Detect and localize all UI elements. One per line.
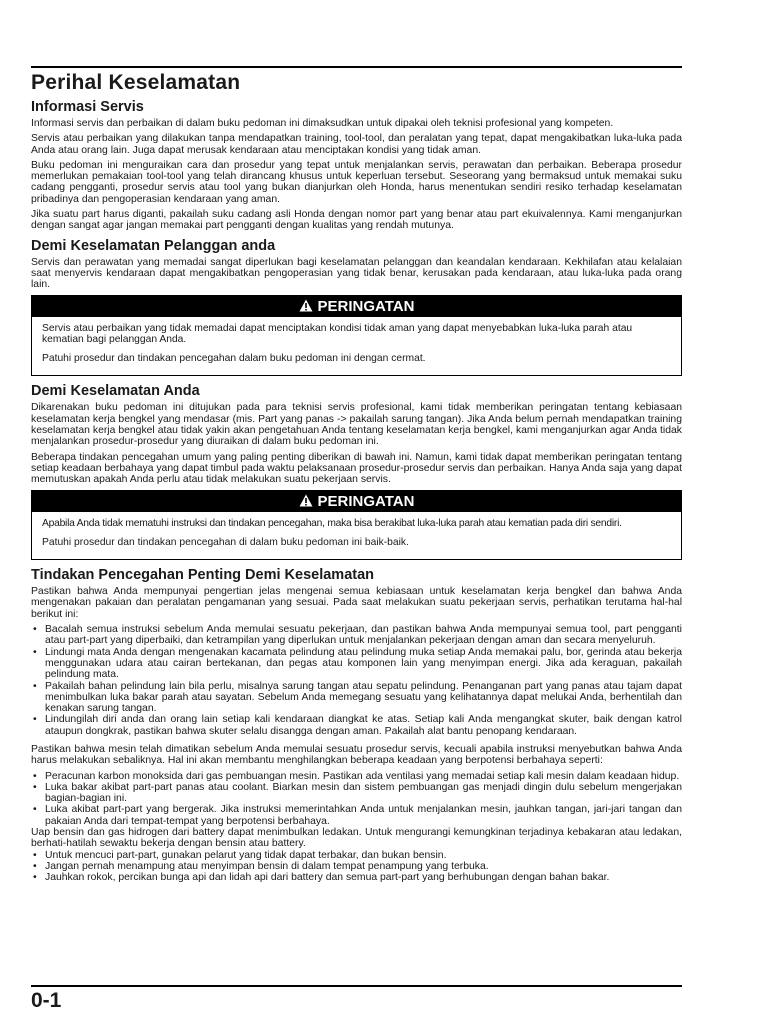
section-heading-your-safety: Demi Keselamatan Anda	[31, 383, 200, 400]
paragraph: Pastikan bahwa mesin telah dimatikan sebelum Anda memulai sesuatu prosedur servis, kecuali apabila instruksi menyebutkan bahwa Anda harus melakukan sebaliknya. Hal ini akan membantu menghilangkan beberapa keadaan yang berpotensi berbahaya seperti:	[31, 743, 682, 767]
warning-label: PERINGATAN	[317, 297, 415, 315]
bullet-list	[31, 850, 682, 884]
list-item: • Luka akibat part-part yang bergerak. Jika instruksi memerintahkan Anda untuk menjalankan mesin, jauhkan tangan, jari-jari tangan dan pakaian Anda dari tempat-tempat yang berpotensi berbahaya.	[31, 804, 682, 827]
paragraph: Informasi servis dan perbaikan di dalam buku pedoman ini dimaksudkan untuk dipakai oleh teknisi profesional yang kompeten.	[31, 118, 614, 129]
list-item: • Jangan pernah menampung atau menyimpan bensin di dalam tempat penampung yang terbuka.	[31, 861, 682, 872]
section-heading-service-info: Informasi Servis	[31, 99, 144, 115]
warning-header	[32, 296, 681, 317]
page-footer	[31, 985, 682, 1013]
warning-text: Apabila Anda tidak mematuhi instruksi dan tindakan pencegahan, maka bisa berakibat luka-luka parah atau kematian pada diri sendiri.	[42, 517, 622, 529]
warning-box	[31, 490, 682, 561]
paragraph: Beberapa tindakan pencegahan umum yang paling penting diberikan di bawah ini. Namun, kami tidak dapat memberikan peringatan tentang setiap keadaan berbahaya yang dapat timbul pada waktu pelaksanaan prosedur-prosedur servis dan perbaikan. Hanya Anda saja yang dapat memutuskan apakah Anda perlu atau tidak melakukan suatu pekerjaan servis.	[31, 451, 683, 486]
warning-body	[32, 512, 681, 560]
warning-triangle-icon	[299, 296, 313, 316]
section-heading-customer-safety: Demi Keselamatan Pelanggan anda	[31, 237, 276, 254]
list-item: • Lindungilah diri anda dan orang lain setiap kali kendaraan diangkat ke atas. Setiap kali Anda mengangkat skuter, baik dengan katrol ataupun dongkrak, pastikan bahwa skuter selalu disangga dengan aman. Pakailah alat bantu penopang kendaraan.	[31, 714, 682, 737]
warning-label: PERINGATAN	[317, 492, 415, 510]
bottom-rule	[31, 985, 682, 987]
bullet-list	[31, 771, 682, 827]
warning-box	[31, 295, 682, 377]
paragraph: Pastikan bahwa Anda mempunyai pengertian jelas mengenai semua kebiasaan untuk keselamatan kerja bengkel dan bahwa Anda mengenakan pakaian dan peralatan pengamanan yang sesuai. Pada saat melakukan suatu pekerjaan servis, perhatikan terutama hal-hal berikut ini:	[31, 586, 682, 620]
warning-triangle-icon	[299, 491, 313, 511]
page-content	[31, 66, 682, 888]
list-item: • Pakailah bahan pelindung lain bila perlu, misalnya sarung tangan atau sepatu pelindung. Penanganan part yang panas atau tajam dapat menimbulkan luka bakar parah atau sayatan. Sebelum Anda memegang sesuatu yang kelihatannya dapat melukai Anda, berhentilah dan kenakan sarung tangan.	[31, 681, 682, 715]
top-rule	[31, 66, 682, 68]
page-number: 0-1	[31, 989, 62, 1012]
paragraph: Jika suatu part harus diganti, pakailah suku cadang asli Honda dengan nomor part yang benar atau part ekuivalennya. Kami menganjurkan dengan sangat agar jangan memakai part pengganti dengan kualitas yang rendah mutunya.	[31, 209, 682, 232]
warning-text: Patuhi prosedur dan tindakan pencegahan dalam buku pedoman ini dengan cermat.	[42, 353, 426, 365]
bullet-list	[31, 624, 682, 737]
list-item: • Untuk mencuci part-part, gunakan pelarut yang tidak dapat terbakar, dan bukan bensin.	[31, 850, 682, 861]
warning-header	[32, 491, 681, 512]
page-title: Perihal Keselamatan	[31, 71, 241, 94]
warning-body	[32, 317, 681, 376]
list-item: • Jauhkan rokok, percikan bunga api dan lidah api dari battery dan semua part-part yang berhubungan dengan bahan bakar.	[31, 872, 682, 883]
section-heading-precautions: Tindakan Pencegahan Penting Demi Keselamatan	[31, 567, 375, 584]
list-item: • Bacalah semua instruksi sebelum Anda memulai sesuatu pekerjaan, dan pastikan bahwa Anda mempunyai semua tool, part pengganti atau part-part yang diperbaiki, dan ketrampilan yang diperlukan untuk menjalankan pekerjaan dengan aman dan secara menyeluruh.	[31, 624, 682, 647]
paragraph: Servis dan perawatan yang memadai sangat diperlukan bagi keselamatan pelanggan dan keandalan kendaraan. Kekhilafan atau kelalaian saat menyervis kendaraan dapat mengakibatkan pengoperasian yang tidak benar, kerusakan pada kendaraan, atau luka-luka pada orang lain.	[31, 256, 682, 291]
list-item: • Luka bakar akibat part-part panas atau coolant. Biarkan mesin dan sistem pembuangan gas menjadi dingin dulu sebelum mengerjakan bagian-bagian ini.	[31, 782, 682, 805]
warning-text: Patuhi prosedur dan tindakan pencegahan di dalam buku pedoman ini baik-baik.	[42, 536, 409, 548]
list-item: • Lindungi mata Anda dengan mengenakan kacamata pelindung atau pelindung muka setiap Anda memakai palu, bor, gerinda atau bekerja menggunakan udara atau cairan bertekanan, dan pegas atau komponen lain yang menyimpan energi. Jika ada keraguan, pakailah pelindung mata.	[31, 647, 682, 681]
list-item: • Peracunan karbon monoksida dari gas pembuangan mesin. Pastikan ada ventilasi yang memadai setiap kali mesin dalam keadaan hidup.	[31, 771, 682, 782]
paragraph: Uap bensin dan gas hidrogen dari battery dapat menimbulkan ledakan. Untuk mengurangi kemungkinan terjadinya kebakaran atau ledakan, berhati-hatilah sewaktu bekerja dengan bensin atau battery.	[31, 827, 682, 850]
warning-text: Servis atau perbaikan yang tidak memadai dapat menciptakan kondisi tidak aman yang dapat menyebabkan luka-luka parah atau kematian bagi pelanggan Anda.	[42, 322, 633, 345]
paragraph: Dikarenakan buku pedoman ini ditujukan pada para teknisi servis profesional, kami tidak memberikan peringatan tentang kebiasaan keselamatan kerja bengkel yang mendasar (mis. Part yang panas -> pakailah sarung tangan). Jika Anda belum pernah mendapatkan training keselamatan kerja bengkel atau tidak yakin akan pengetahuan Anda tentang keselamatan kerja bengkel, kami menganjurkan agar Anda tidak menjalankan prosedur-prosedur yang diuraikan di dalam buku pedoman ini.	[31, 402, 682, 448]
paragraph: Servis atau perbaikan yang dilakukan tanpa mendapatkan training, tool-tool, dan peralatan yang tepat, dapat mengakibatkan luka-luka pada Anda atau orang lain. Juga dapat merusak kendaraan atau menciptakan kondisi yang tidak aman.	[31, 133, 682, 156]
paragraph: Buku pedoman ini menguraikan cara dan prosedur yang tepat untuk menjalankan servis, perawatan dan perbaikan. Beberapa prosedur memerlukan pemakaian tool-tool yang telah dirancang khusus untuk keperluan tersebut. Seseorang yang bermaksud untuk memakai suku cadang pengganti, prosedur servis atau tool yang bukan dianjurkan oleh Honda, harus menentukan sendiri resiko terhadap keselamatan pribadinya dan pengoperasian kendaraan yang aman.	[31, 159, 682, 205]
